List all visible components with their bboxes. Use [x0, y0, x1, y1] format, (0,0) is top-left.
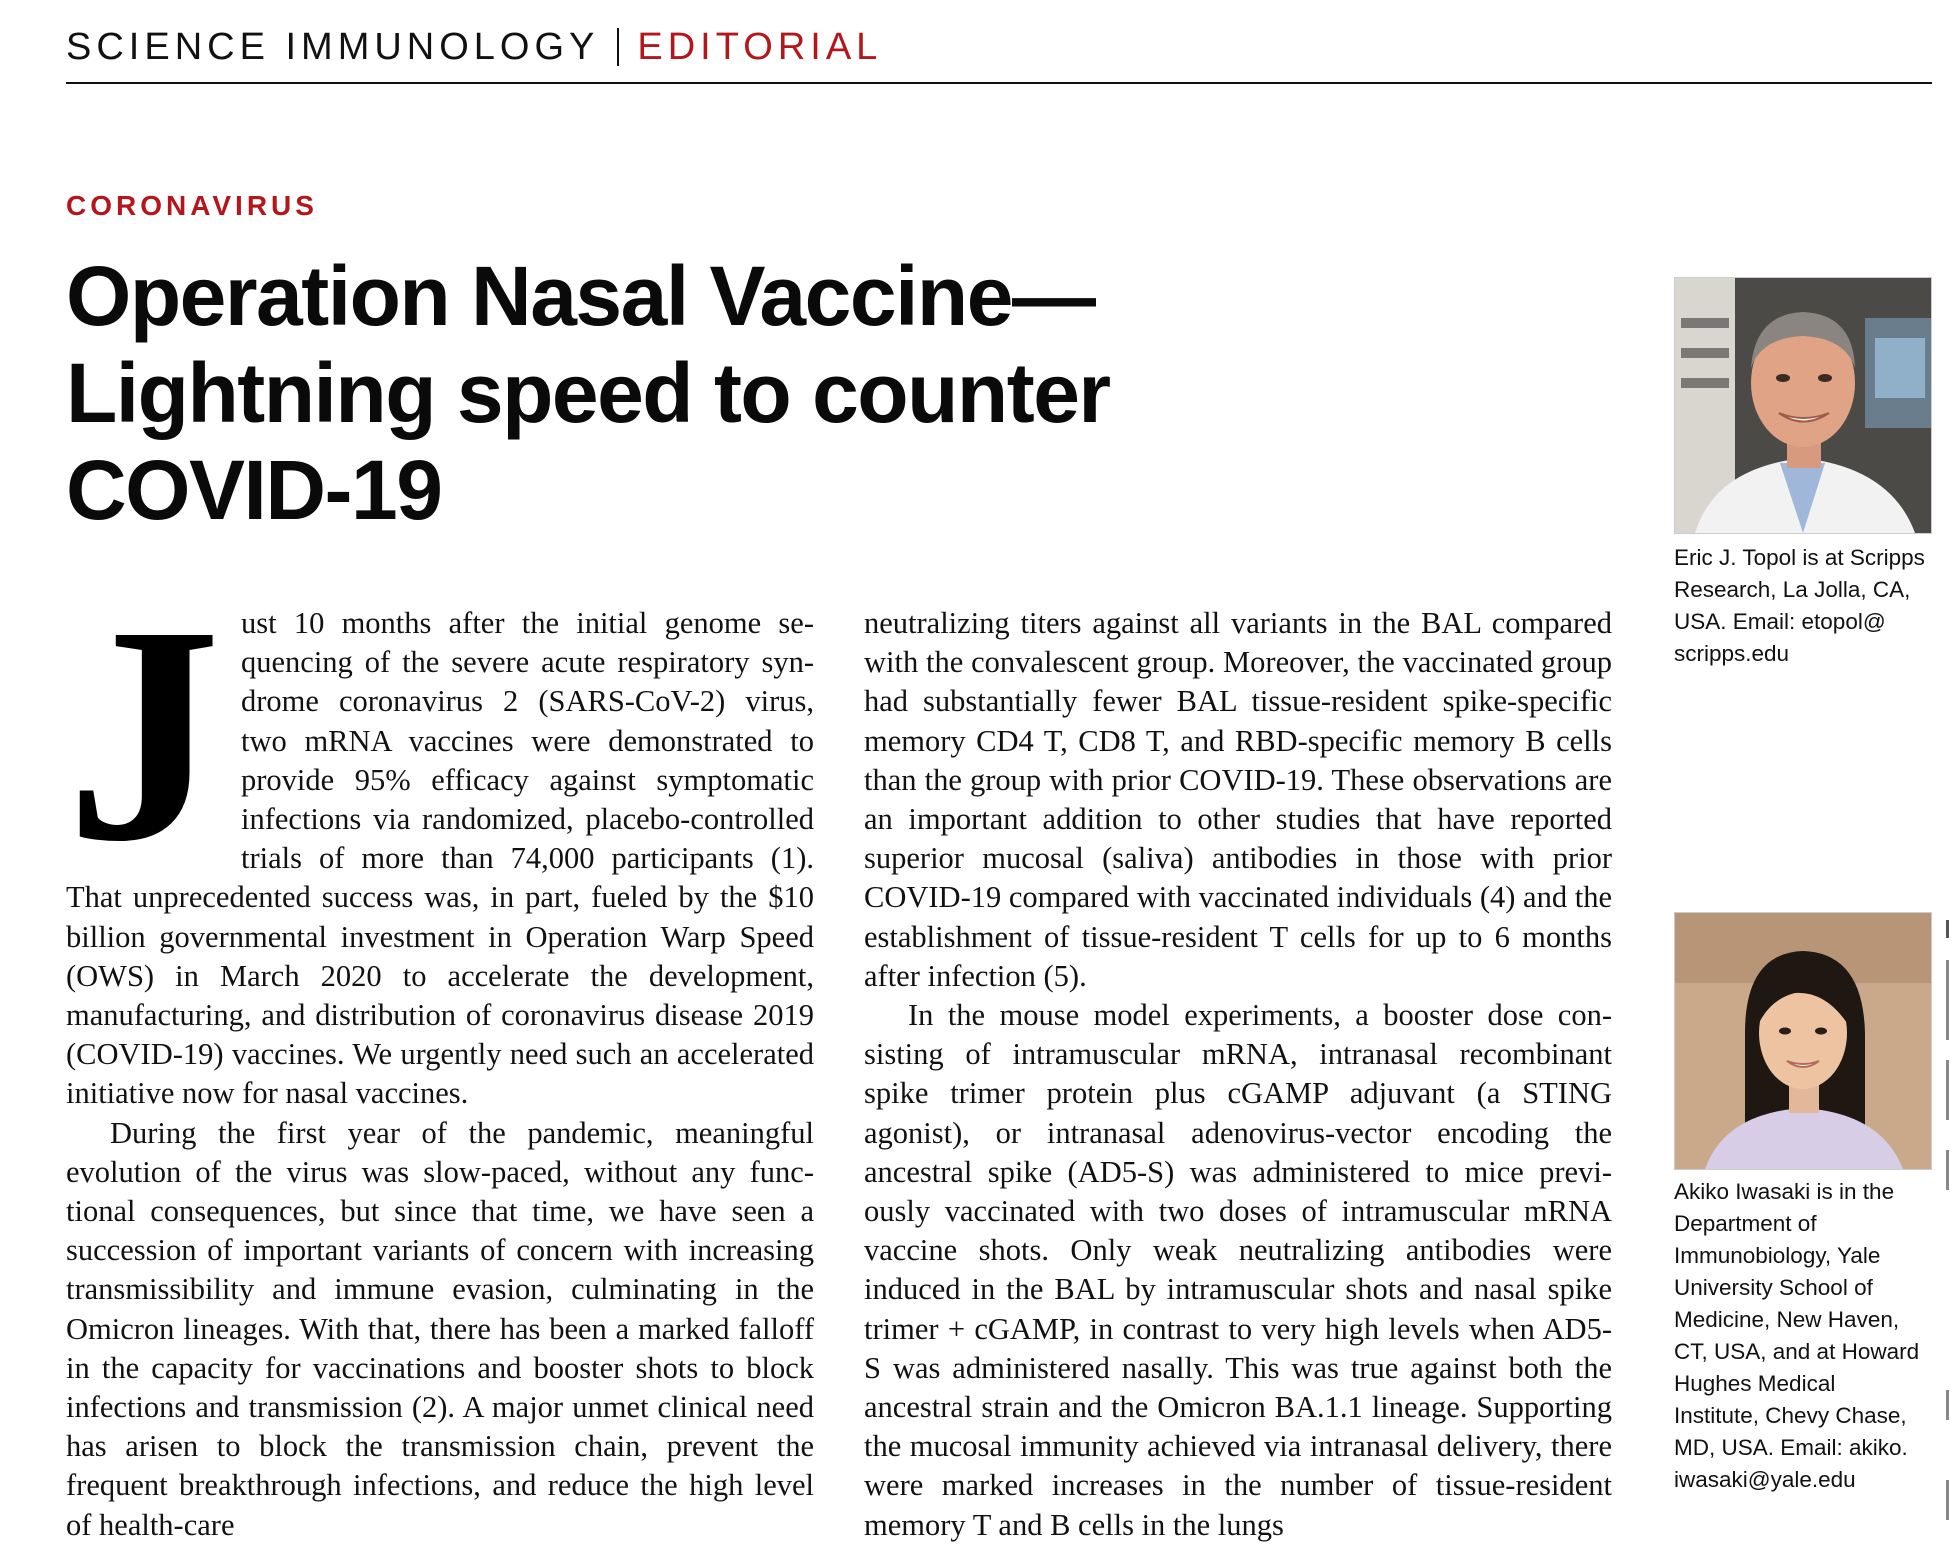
bio-line: CT, USA, and at Howard — [1674, 1339, 1920, 1364]
bio-line: Department of — [1674, 1211, 1817, 1236]
body-paragraph: In the mouse model experiments, a booster dose consisting of intramuscular mRNA, intranasal recombinant spike trimer protein plus cGAMP adjuvant (a STING agonist), or intranasal adenovirus-vector encoding the ancestral spike (AD5-S) was administered to mice previously vaccinated with two doses of intramuscular mRNA vaccine shots. Only weak neutralizing antibodies were induced in the BAL by intramuscular shots and nasal spike trimer + cGAMP, in contrast to very high levels when AD5-S was administered nasally. This was true against both the ancestral strain and the Omicron BA.1.1 lineage. Supporting the mucosal immunity achieved via intranasal delivery, there were marked increases in the number of tissue-resident memory T and B cells in the lungs — [864, 998, 1612, 1542]
author-photo-iwasaki — [1674, 912, 1932, 1170]
author-bio-topol — [1674, 542, 1944, 670]
journal-name: SCIENCE IMMUNOLOGY — [66, 25, 600, 68]
title-line: COVID-19 — [66, 443, 442, 537]
bio-line: iwasaki@yale.edu — [1674, 1467, 1856, 1492]
bio-line: Hughes Medical — [1674, 1371, 1836, 1396]
margin-decoration — [1938, 920, 1958, 1520]
bio-line: Akiko Iwasaki is in the — [1674, 1179, 1895, 1204]
bio-line: MD, USA. Email: akiko. — [1674, 1435, 1908, 1460]
bio-line: Immunobiology, Yale — [1674, 1243, 1881, 1268]
title-line: Operation Nasal Vaccine— — [66, 249, 1095, 343]
masthead — [66, 22, 882, 72]
body-paragraph — [66, 563, 814, 1114]
bio-line: Research, La Jolla, CA, — [1674, 577, 1911, 602]
paragraph-text: ust 10 months after the initial genome sequencing of the severe acute respiratory syndrome coronavirus 2 (SARS-CoV-2) virus, two mRNA vaccines were demonstrated to provide 95% efficacy against symptomatic infections via randomized, placebo-controlled trials of more than 74,000 participants (1). That unprecedented success was, in part, fueled by the $10 billion governmental investment in Operation Warp Speed (OWS) in March 2020 to accelerate the development, manufacturing, and distribution of coronavirus disease 2019 (COVID-19) vaccines. We urgently need such an accelerated initiative now for nasal vaccines. — [66, 606, 814, 1111]
bio-line: USA. Email: etopol@ — [1674, 609, 1886, 634]
bio-line: Medicine, New Haven, — [1674, 1307, 1900, 1332]
body-column-1 — [66, 563, 814, 1545]
header-rule — [66, 82, 1932, 84]
body-column-2 — [864, 604, 1612, 1545]
drop-cap: J — [66, 563, 221, 906]
author-photo-topol — [1674, 277, 1932, 534]
article-title — [66, 248, 1366, 539]
section-label: EDITORIAL — [637, 25, 883, 68]
bio-line: scripps.edu — [1674, 641, 1790, 666]
portrait-illustration — [1675, 278, 1931, 533]
body-paragraph: neutralizing titers against all variants in the BAL compared with the convalescent group. Moreover, the vaccinated group had substantially fewer BAL tissue-resident spike-specific memory CD4 T, CD8 T, and RBD-specific memory B cells than the group with prior COVID-19. These observations are an important addition to other studies that have reported superior mucosal (saliva) antibodies in those with prior COVID-19 compared with vaccinated individuals (4) and the establishment of tissue-resident T cells for up to 6 months after infection (5). — [864, 606, 1612, 993]
bio-line: Eric J. Topol is at Scripps — [1674, 545, 1925, 570]
bio-line: Institute, Chevy Chase, — [1674, 1403, 1907, 1428]
title-line: Lightning speed to counter — [66, 346, 1110, 440]
masthead-divider — [617, 28, 619, 66]
bio-line: University School of — [1674, 1275, 1873, 1300]
article-kicker: CORONAVIRUS — [66, 190, 318, 221]
author-bio-iwasaki — [1674, 1176, 1944, 1496]
portrait-illustration — [1675, 913, 1931, 1169]
body-paragraph: During the first year of the pandemic, meaningful evolution of the virus was slow-paced, without any functional consequences, but since that time, we have seen a succession of important variants of concern with increasing transmissibility and immune evasion, culminating in the Omicron lineages. With that, there has been a marked falloff in the capacity for vaccinations and booster shots to block infections and transmission (2). A major unmet clinical need has arisen to block the transmission chain, prevent the frequent breakthrough infections, and reduce the high level of health-care — [66, 1115, 814, 1542]
